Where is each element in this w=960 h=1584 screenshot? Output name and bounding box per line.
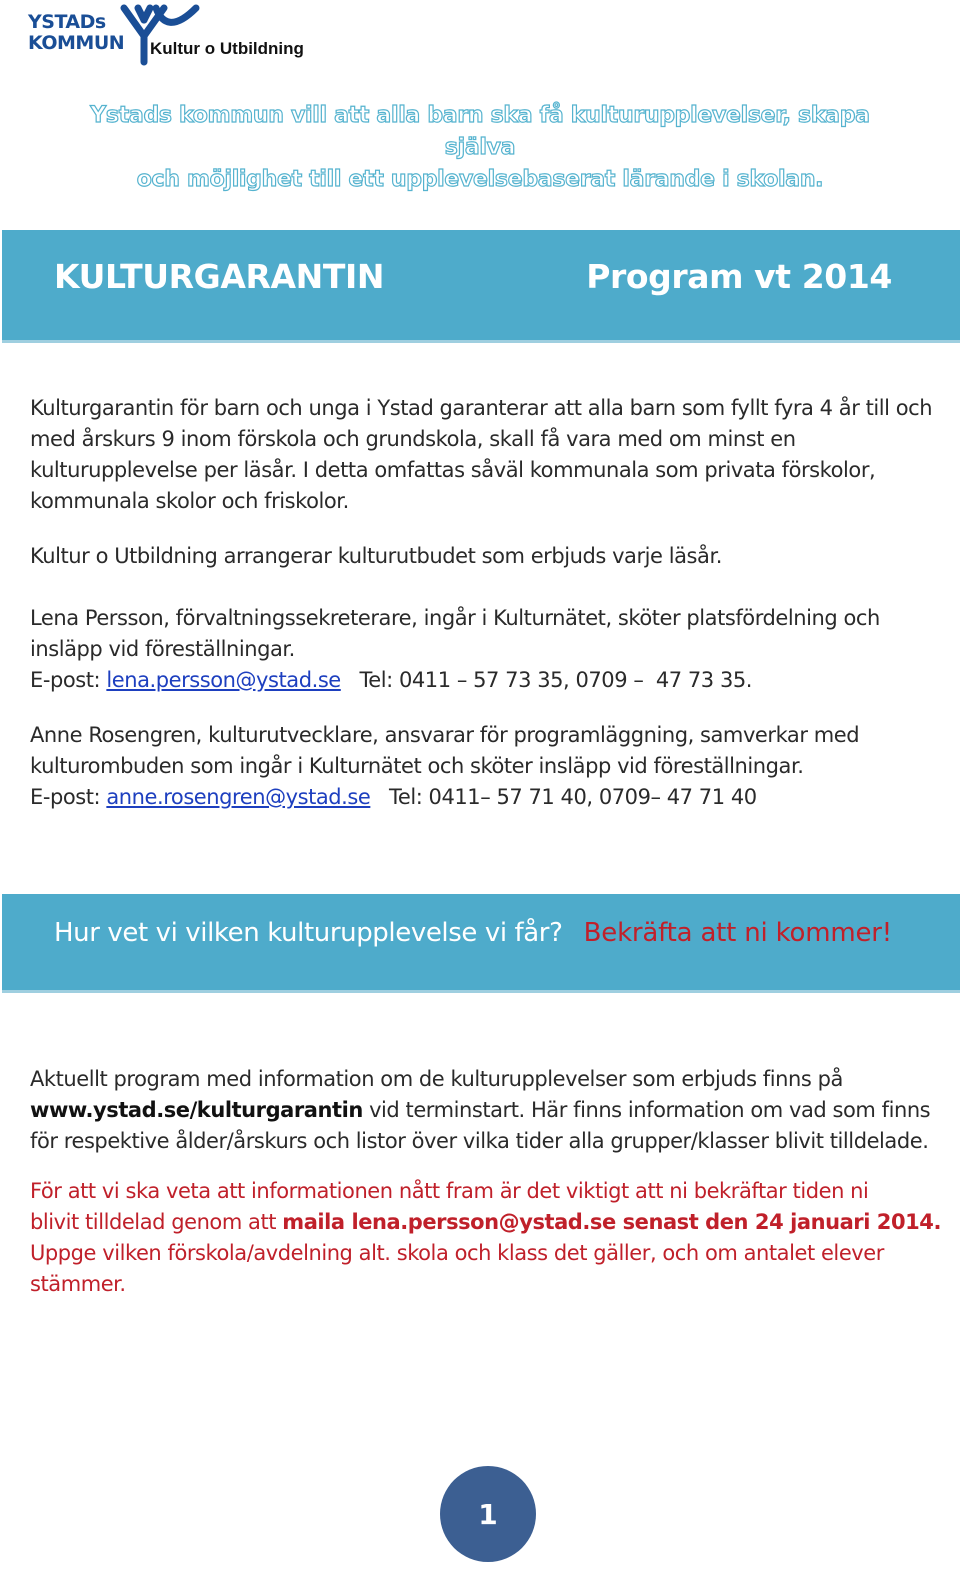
confirm-line3: Uppge vilken förskola/avdelning alt. skola och klass det gäller, och om antalet elever	[30, 1241, 884, 1265]
anne-tel: Tel: 0411– 57 71 40, 0709– 47 71 40	[370, 785, 757, 809]
banner-question: Hur vet vi vilken kulturupplevelse vi får?	[54, 918, 563, 948]
program-line1: Aktuellt program med information om de kulturupplevelser som erbjuds finns på	[30, 1067, 843, 1091]
banner-program-term: Program vt 2014	[586, 257, 892, 296]
confirm-line2	[30, 1207, 941, 1238]
logo-department: Kultur o Utbildning	[150, 39, 304, 58]
tagline-line1: Ystads kommun vill att alla barn ska få kulturupplevelser, skapa själva	[90, 103, 870, 160]
banner-title: KULTURGARANTIN	[54, 257, 385, 296]
intro-line: kommunala skolor och friskolor.	[30, 489, 349, 513]
tagline-line2: och möjlighet till ett upplevelsebaserat lärande i skolan.	[136, 167, 824, 192]
lena-line2: insläpp vid föreställningar.	[30, 637, 295, 661]
intro-line: Kulturgarantin för barn och unga i Ystad garanterar att alla barn som fyllt fyra 4 år till och	[30, 396, 933, 420]
intro-line: kulturupplevelse per läsår. I detta omfattas såväl kommunala som privata förskolor,	[30, 458, 876, 482]
confirm-line1: För att vi ska veta att informationen nått fram är det viktigt att ni bekräftar tiden ni	[30, 1179, 869, 1203]
confirm-paragraph	[30, 1176, 941, 1300]
page-number-badge	[440, 1466, 536, 1562]
email-label: E-post:	[30, 668, 107, 692]
logo-wordmark	[28, 12, 124, 54]
anne-line1: Anne Rosengren, kulturutvecklare, ansvarar för programläggning, samverkar med	[30, 723, 860, 747]
lena-contact-line	[30, 665, 935, 696]
banner-confirm-callout: Bekräfta att ni kommer!	[583, 918, 892, 948]
program-line3: för respektive ålder/årskurs och listor över vilka tider alla grupper/klasser blivit tilldelade.	[30, 1129, 929, 1153]
anne-contact-line	[30, 782, 935, 813]
program-line2	[30, 1095, 935, 1126]
email-label: E-post:	[30, 785, 107, 809]
program-paragraph	[30, 1064, 935, 1157]
intro-paragraph	[30, 393, 935, 517]
confirm-deadline: maila lena.persson@ystad.se senast den 24 januari 2014.	[282, 1210, 941, 1234]
intro-line: med årskurs 9 inom förskola och grundskola, skall få vara med om minst en	[30, 427, 796, 451]
question-banner	[2, 894, 960, 993]
contact-lena	[30, 603, 935, 696]
contact-anne	[30, 720, 935, 813]
logo-line1: YSTADs	[28, 11, 106, 33]
tagline	[60, 100, 900, 196]
ystad-kommun-logo	[28, 4, 318, 66]
title-banner	[2, 230, 960, 343]
logo-line2: KOMMUN	[28, 32, 125, 54]
lena-tel: Tel: 0411 – 57 73 35, 0709 – 47 73 35.	[340, 668, 752, 692]
confirm-line4: stämmer.	[30, 1272, 126, 1296]
program-url[interactable]: www.ystad.se/kulturgarantin	[30, 1098, 363, 1122]
lena-email-link[interactable]: lena.persson@ystad.se	[106, 668, 341, 692]
confirm-line2-start: blivit tilldelad genom att	[30, 1210, 283, 1234]
anne-email-link[interactable]: anne.rosengren@ystad.se	[106, 785, 371, 809]
anne-line2: kulturombuden som ingår i Kulturnätet och sköter insläpp vid föreställningar.	[30, 754, 804, 778]
lena-line1: Lena Persson, förvaltningssekreterare, ingår i Kulturnätet, sköter platsfördelning och	[30, 606, 880, 630]
program-line2-rest: vid terminstart. Här finns information om vad som finns	[362, 1098, 931, 1122]
arranger-paragraph: Kultur o Utbildning arrangerar kulturutbudet som erbjuds varje läsår.	[30, 544, 722, 568]
page-number: 1	[478, 1497, 498, 1531]
